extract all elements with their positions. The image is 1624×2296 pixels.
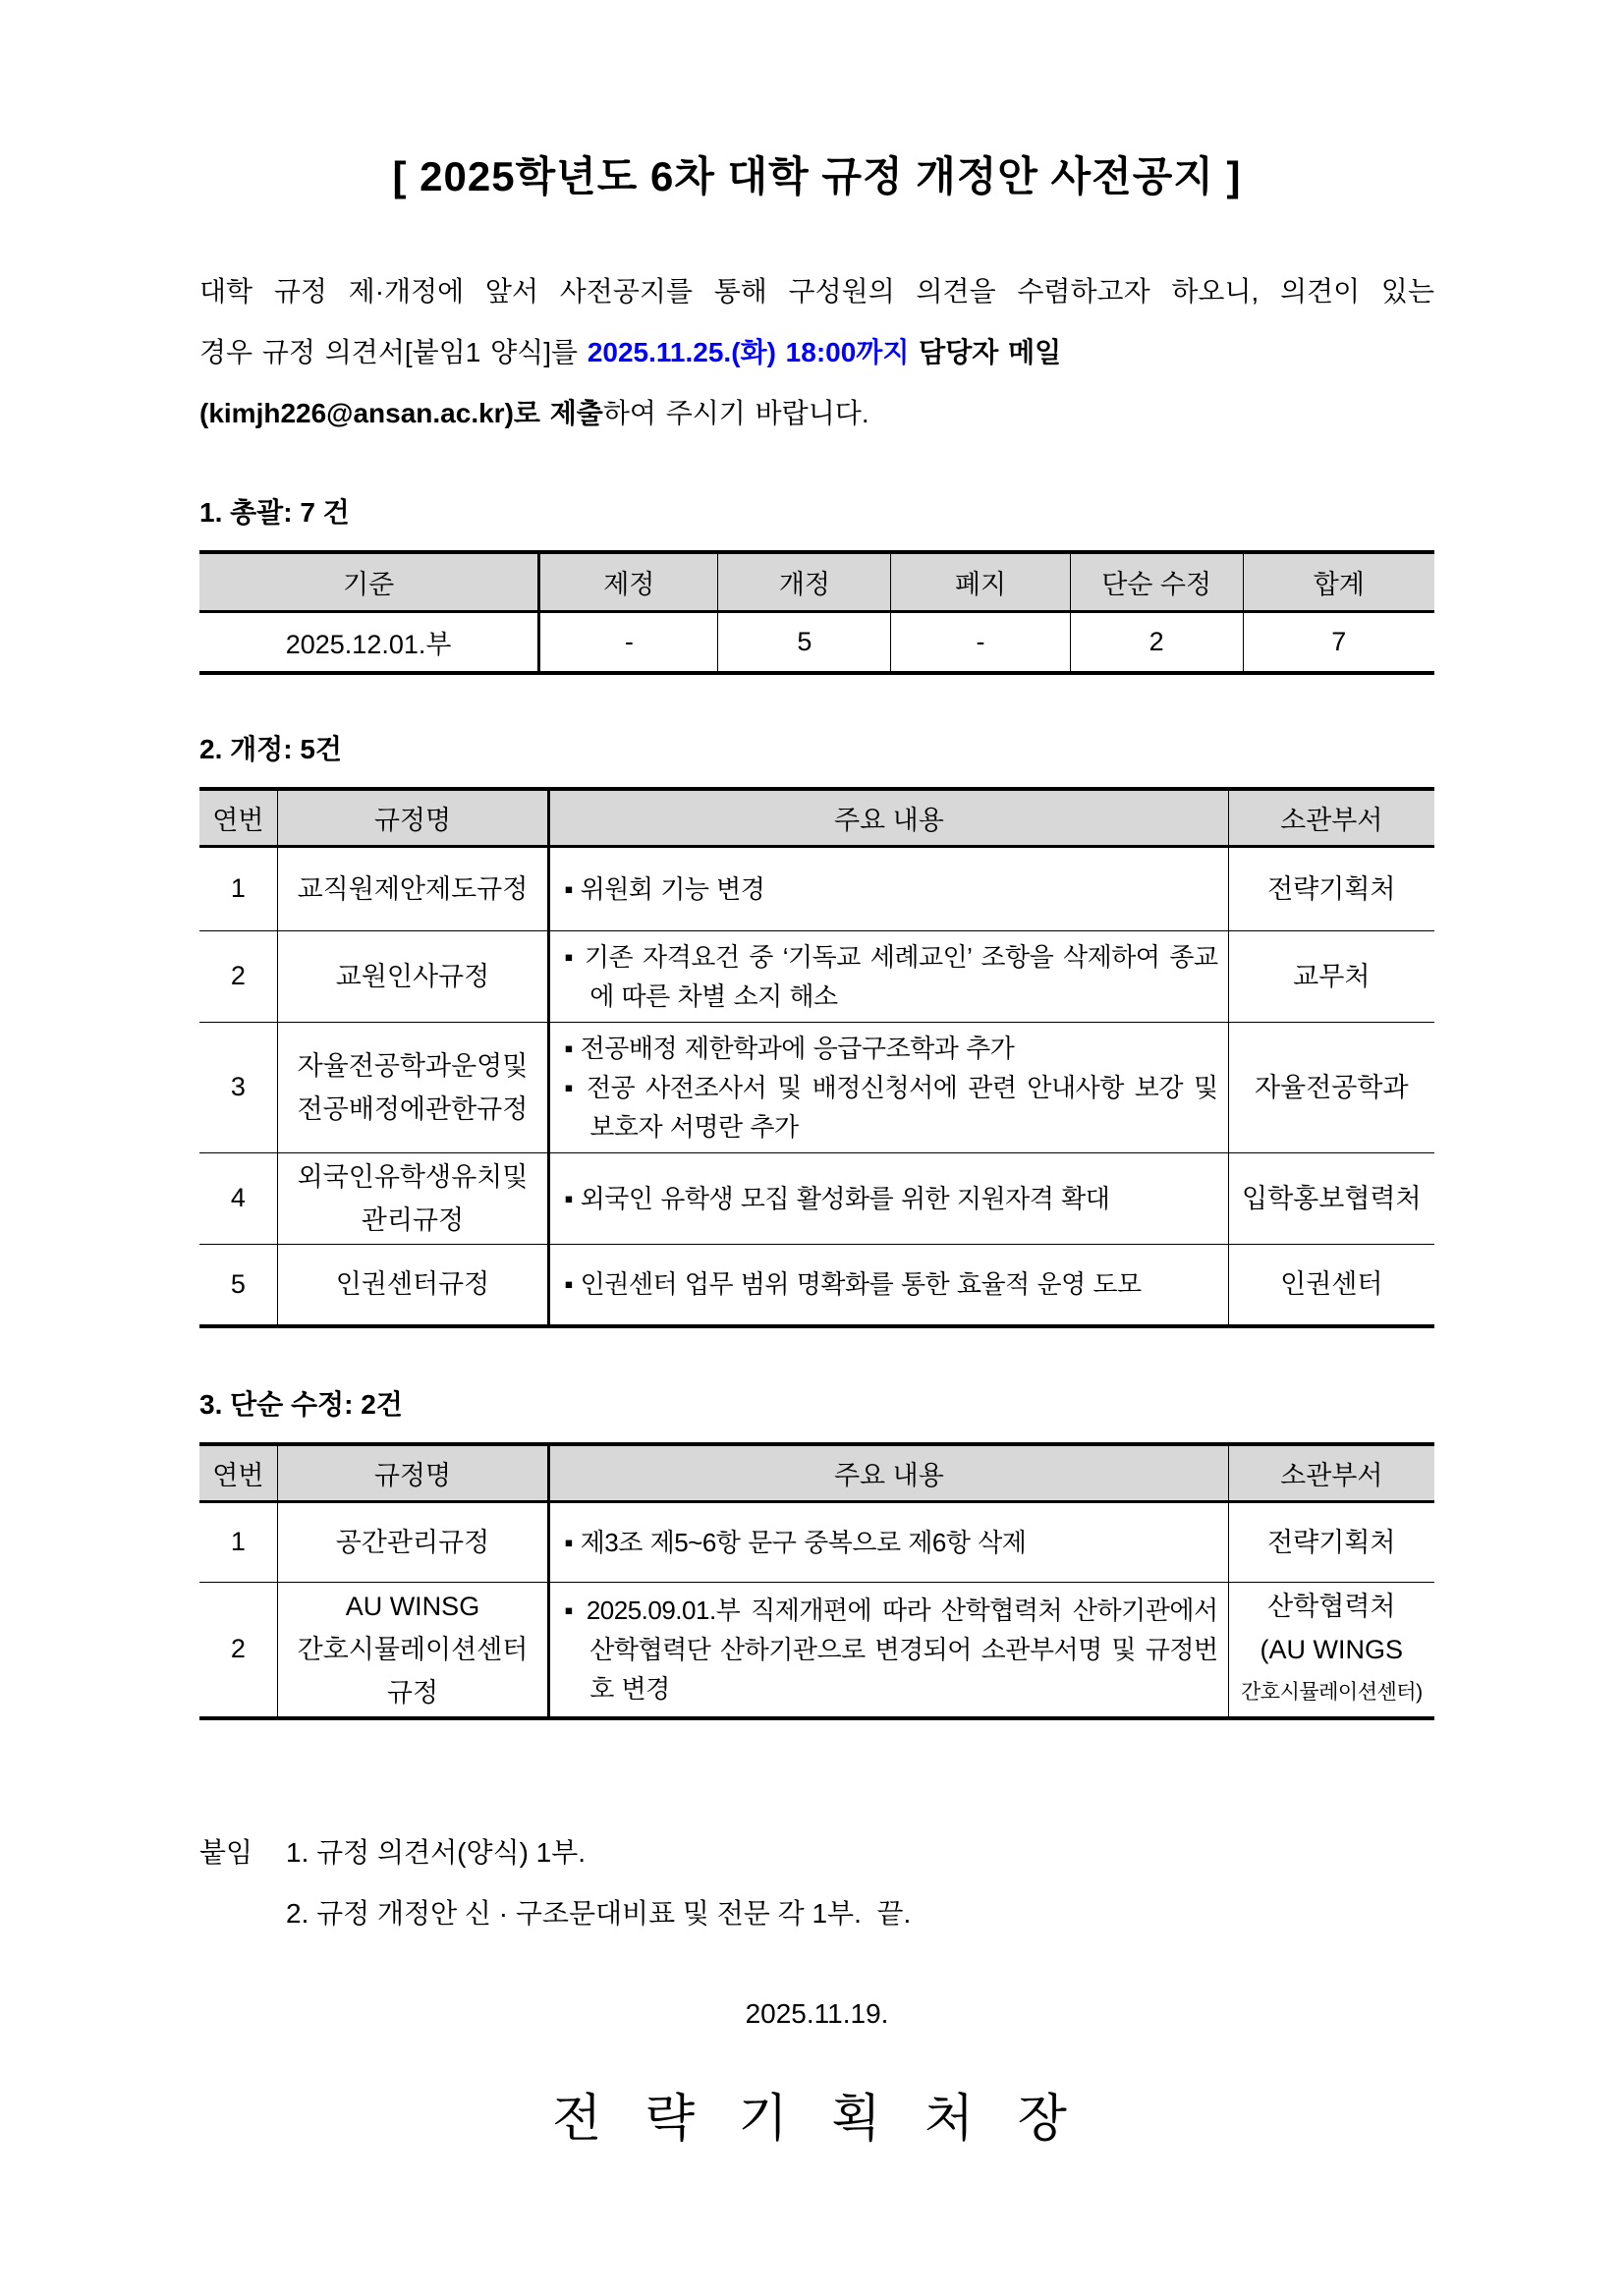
table-row (199, 1022, 1434, 1152)
intro-line-3 (199, 383, 1434, 444)
regulation-name-cell (277, 1501, 549, 1582)
main-content-cell (549, 1152, 1228, 1244)
main-content-cell (549, 1244, 1228, 1326)
amendment-table (199, 787, 1434, 1328)
summary-header-cell: 기준 (199, 552, 539, 611)
summary-table-header-row (199, 552, 1434, 611)
intro-line-2 (199, 322, 1434, 383)
amendment-section-heading: 2. 개정: 5건 (199, 734, 342, 764)
department-cell (1228, 1501, 1434, 1582)
department-cell (1228, 1022, 1434, 1152)
summary-header-cell: 폐지 (891, 552, 1070, 611)
attachment-label: 붙임 (199, 1836, 253, 1868)
summary-section-heading: 1. 총괄: 7 건 (199, 497, 350, 528)
regulation-name-line: 간호시뮬레이션센터 (297, 1634, 529, 1664)
table-row (199, 1244, 1434, 1326)
header-cell: 주요 내용 (549, 1444, 1228, 1501)
contact-label: 담당자 메일 (909, 337, 1062, 367)
department-cell (1228, 1152, 1434, 1244)
amendment-table-body (199, 846, 1434, 1326)
intro-line-2-text: 경우 규정 의견서[붙임1 양식]를 (199, 337, 588, 367)
department-line: 전략기획처 (1267, 873, 1396, 904)
table-row (199, 846, 1434, 930)
regulation-name-cell (277, 930, 549, 1022)
department-line: 간호시뮬레이션센터) (1241, 1680, 1423, 1704)
department-line: 산학협력처 (1267, 1591, 1396, 1621)
department-line: 자율전공학과 (1255, 1072, 1409, 1102)
summary-header-cell: 제정 (539, 552, 718, 611)
page-title: [ 2025학년도 6차 대학 규정 개정안 사전공지 ] (392, 153, 1242, 199)
regulation-name-cell (277, 1244, 549, 1326)
attachment-line-2 (199, 1883, 1434, 1944)
summary-data-cell: 7 (1243, 611, 1434, 673)
table-row (199, 1501, 1434, 1582)
bullet-item: ▪ 전공 사전조사서 및 배정신청서에 관련 안내사항 보강 및 보호자 서명란 추가 (564, 1072, 1218, 1142)
department-cell (1228, 846, 1434, 930)
main-content-cell (549, 1501, 1228, 1582)
department-line: 전략기획처 (1267, 1527, 1396, 1557)
header-cell: 소관부서 (1228, 789, 1434, 846)
regulation-name-cell (277, 1022, 549, 1152)
main-content-cell (549, 1022, 1228, 1152)
signature-title: 전 략 기 획 처 장 (552, 2090, 1082, 2148)
regulation-name-line: 전공배정에관한규정 (297, 1093, 529, 1124)
header-cell: 소관부서 (1228, 1444, 1434, 1501)
contact-email: (kimjh226@ansan.ac.kr)로 제출 (199, 398, 603, 428)
department-line: 입학홍보협력처 (1242, 1183, 1422, 1213)
row-number-cell: 2 (199, 930, 277, 1022)
row-number-cell: 1 (199, 1501, 277, 1582)
regulation-name-line: 외국인유학생유치및 (297, 1161, 529, 1192)
simple-edit-table-body (199, 1501, 1434, 1718)
row-number-cell: 1 (199, 846, 277, 930)
bullet-item: ▪ 인권센터 업무 범위 명확화를 통한 효율적 운영 도모 (564, 1269, 1142, 1300)
bullet-item: ▪ 기존 자격요건 중 ‘기독교 세례교인’ 조항을 삭제하여 종교에 따른 차별 소지 해소 (564, 941, 1218, 1011)
attachment-item-1: 1. 규정 의견서(양식) 1부. (286, 1836, 587, 1868)
simple-edit-section-heading: 3. 단순 수정: 2건 (199, 1389, 403, 1420)
intro-line-3-text: 하여 주시기 바랍니다. (602, 398, 869, 428)
table-row (199, 1582, 1434, 1718)
main-content-cell (549, 846, 1228, 930)
table-row (199, 1152, 1434, 1244)
simple-edit-table (199, 1442, 1434, 1720)
summary-table-data-row (199, 611, 1434, 673)
row-number-cell: 4 (199, 1152, 277, 1244)
table-row (199, 930, 1434, 1022)
attachment-line-1 (199, 1822, 1434, 1883)
regulation-name-line: 관리규정 (361, 1204, 465, 1235)
summary-data-cell: - (891, 611, 1070, 673)
regulation-name-line: 자율전공학과운영및 (297, 1050, 529, 1081)
summary-data-cell: - (539, 611, 718, 673)
summary-data-cell: 5 (718, 611, 891, 673)
attachments (199, 1822, 1434, 1944)
summary-data-cell: 2025.12.01.부 (199, 611, 539, 673)
regulation-name-cell (277, 1582, 549, 1718)
row-number-cell: 5 (199, 1244, 277, 1326)
summary-header-cell: 단순 수정 (1070, 552, 1243, 611)
regulation-name-line: 규정 (386, 1677, 439, 1708)
department-cell (1228, 930, 1434, 1022)
regulation-name-line: 인권센터규정 (335, 1269, 490, 1300)
header-cell: 규정명 (277, 789, 549, 846)
amendment-table-header-row (199, 789, 1434, 846)
document-date: 2025.11.19. (745, 1997, 889, 2029)
deadline-text: 2025.11.25.(화) 18:00까지 (587, 337, 910, 367)
bullet-item: ▪ 위원회 기능 변경 (564, 873, 765, 904)
bullet-item: ▪ 전공배정 제한학과에 응급구조학과 추가 (564, 1033, 1015, 1063)
simple-edit-table-header-row (199, 1444, 1434, 1501)
header-cell: 주요 내용 (549, 789, 1228, 846)
header-cell: 규정명 (277, 1444, 549, 1501)
main-content-cell (549, 1582, 1228, 1718)
regulation-name-line: 교직원제안제도규정 (297, 873, 529, 904)
department-line: (AU WINGS (1260, 1634, 1404, 1664)
regulation-name-cell (277, 1152, 549, 1244)
summary-data-cell: 2 (1070, 611, 1243, 673)
regulation-name-cell (277, 846, 549, 930)
header-cell: 연번 (199, 789, 277, 846)
bullet-item: ▪ 외국인 유학생 모집 활성화를 위한 지원자격 확대 (564, 1183, 1110, 1213)
attachment-item-2: 2. 규정 개정안 신 · 구조문대비표 및 전문 각 1부. 끝. (286, 1897, 912, 1929)
intro-paragraph (199, 261, 1434, 444)
department-line: 인권센터 (1280, 1269, 1383, 1300)
regulation-name-line: 공간관리규정 (335, 1527, 490, 1557)
department-cell (1228, 1582, 1434, 1718)
main-content-cell (549, 930, 1228, 1022)
bullet-item: ▪ 2025.09.01.부 직제개편에 따라 산학협력처 산하기관에서 산학협력단 산하기관으로 변경되어 소관부서명 및 규정번호 변경 (564, 1595, 1218, 1704)
regulation-name-line: 교원인사규정 (335, 961, 490, 991)
summary-table (199, 550, 1434, 675)
summary-header-cell: 합계 (1243, 552, 1434, 611)
department-line: 교무처 (1293, 961, 1371, 991)
header-cell: 연번 (199, 1444, 277, 1501)
regulation-name-line: AU WINSG (345, 1591, 480, 1621)
bullet-item: ▪ 제3조 제5~6항 문구 중복으로 제6항 삭제 (564, 1527, 1027, 1557)
intro-line-1: 대학 규정 제·개정에 앞서 사전공지를 통해 구성원의 의견을 수렴하고자 하오니, 의견이 있는 (199, 276, 1434, 307)
row-number-cell: 2 (199, 1582, 277, 1718)
summary-header-cell: 개정 (718, 552, 891, 611)
row-number-cell: 3 (199, 1022, 277, 1152)
department-cell (1228, 1244, 1434, 1326)
